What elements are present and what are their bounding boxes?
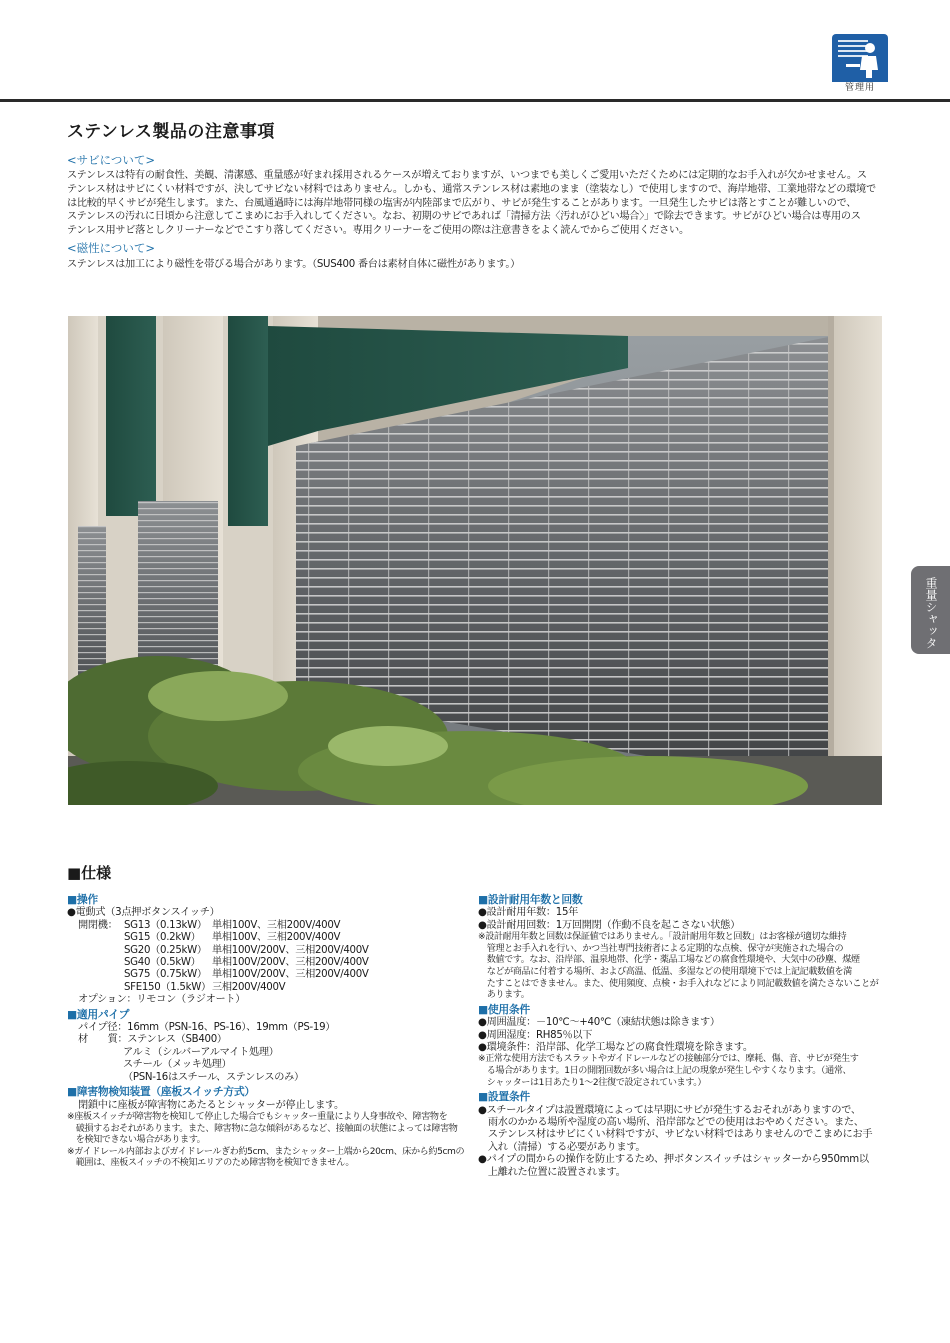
text-line: ステンレスの汚れに日頃から注意してこまめにお手入れしてください。なお、初期のサビであれば「清掃方法〈汚れがひどい場合〉」で除去できます。サビがひどい場合は専用のス [67, 211, 861, 223]
install-line: 雨水のかかる場所や湿度の高い場所、沿岸部などでの使用はおやめください。また、 [478, 1117, 864, 1128]
condition-environment: ●環境条件：沿岸部、化学工場などの腐食性環境を除きます。 [478, 1042, 753, 1053]
material-line: （PSN-16はスチール、ステンレスのみ） [123, 1071, 304, 1083]
durability-years: ●設計耐用年数：15年 [478, 907, 579, 919]
motor-power: 単相100V、三相200V/400V [212, 919, 341, 931]
condition-humidity: ●周囲湿度：RH85％以下 [478, 1029, 593, 1041]
note-line: 範囲は、座板スイッチの不検知エリアのため障害物を検知できません。 [67, 1158, 355, 1169]
motor-row [67, 982, 467, 994]
note-line: る場合があります。1日の開閉回数が多い場合は上記の現象が発生しやすくなります。（通常、 [478, 1066, 852, 1076]
pipe-material: 材 質：ステンレス（SB400） [78, 1034, 227, 1046]
motor-model: SG15（0.2kW） [124, 932, 201, 944]
header-rule [0, 99, 950, 102]
electric-type: ●電動式（3点押ボタンスイッチ） [67, 907, 220, 919]
text-line: は比較的早くサビが発生します。また、台風通過時には海岸地帯同様の塩害が内陸部まで広がり、サビが発生することがあります。一旦発生したサビは落とすことが難しいので、 [67, 197, 857, 209]
material-line: アルミ（シルバーアルマイト処理） [123, 1046, 279, 1058]
maintenance-badge [832, 34, 888, 94]
magnetic-paragraph: ステンレスは加工により磁性を帯びる場合があります。（SUS400 番台は素材自体に磁性があります。） [67, 259, 521, 270]
operation-heading: ■操作 [67, 893, 98, 906]
rust-heading: <サビについて> [67, 153, 156, 167]
motor-row [67, 920, 467, 932]
durability-cycles: ●設計耐用回数：1万回開閉（作動不良を起こさない状態） [478, 919, 740, 931]
motor-row [67, 932, 467, 944]
durability-heading: ■設計耐用年数と回数 [478, 893, 583, 906]
motor-power: 三相200V/400V [212, 981, 286, 993]
motor-row [67, 969, 467, 981]
conditions-heading: ■使用条件 [478, 1002, 530, 1016]
install-line: ステンレス材はサビにくい材料ですが、サビない材料ではありませんのでこまめにお手 [478, 1129, 873, 1141]
note-line: を検知できない場合があります。 [67, 1135, 206, 1146]
note-line: シャッターは1日あたり1～2往復で設定されています。） [478, 1077, 707, 1088]
note-line: たすことはできません。また、使用頻度、点検・お手入れなどにより同記載数値を満たさないことが [478, 978, 879, 989]
note-line: 破損するおそれがあります。また、障害物に急な傾斜があるなど、接触面の状態によっては障害物 [67, 1123, 458, 1134]
motor-model: SG13（0.13kW） [124, 919, 207, 931]
note-line: 数値です。なお、沿岸部、温泉地帯、化学・薬品工場などの腐食性環境や、大気中の砂塵、煤煙 [478, 955, 860, 966]
motor-power: 単相100V/200V、三相200V/400V [212, 944, 369, 956]
note-line: などが商品に付着する場所、および高温、低温、多湿などの使用環境下では上記記載数値を満 [478, 967, 852, 977]
motor-power: 単相100V、三相200V/400V [212, 932, 341, 944]
pipe-heading: ■適用パイプ [67, 1007, 130, 1021]
shutter-photo [68, 316, 882, 805]
motor-prefix: 開閉機： [78, 919, 118, 931]
spec-title: ■仕様 [67, 864, 112, 882]
worker-icon [832, 34, 888, 82]
note-line: 管理とお手入れを行い、かつ当社専門技術者による定期的な点検、保守が実施された場合の [478, 943, 844, 954]
motor-row [67, 957, 467, 969]
badge-label: 管理用 [832, 82, 888, 95]
motor-model: SG75（0.75kW） [124, 969, 207, 981]
spec-right-column [478, 893, 888, 1179]
section-tab-label: 重量シャッター [885, 577, 938, 649]
obstacle-heading: ■障害物検知装置（座板スイッチ方式） [67, 1085, 255, 1099]
install-line: 入れ（清掃）する必要があります。 [478, 1141, 646, 1153]
text-line: ステンレスは特有の耐食性、美観、清潔感、重量感が好まれ採用されるケースが増えておりますが、いつまでも美しくご愛用いただくためには定期的なお手入れが欠かせません。ス [67, 170, 867, 181]
material-line: スチール（メッキ処理） [123, 1059, 232, 1071]
condition-temperature: ●周囲温度：－10℃～+40℃（凍結状態は除きます） [478, 1017, 720, 1029]
motor-model: SFE150（1.5kW） [124, 981, 211, 993]
note-line: ※正常な使用方法でもスラットやガイドレールなどの接触部分では、摩耗、傷、音、サビが発生す [478, 1054, 859, 1065]
install-line: 上離れた位置に設置されます。 [478, 1166, 626, 1178]
magnetic-heading: <磁性について> [67, 241, 156, 255]
motor-model: SG20（0.25kW） [124, 944, 207, 956]
section-tab[interactable] [885, 566, 950, 654]
note-line: ※設計耐用年数と回数は保証値ではありません。「設計耐用年数と回数」はお客様が適切な維持 [478, 932, 847, 943]
note-line: ※座板スイッチが障害物を検知して停止した場合でもシャッター重量により人身事故や、障害物を [67, 1111, 448, 1122]
spec-left-column [67, 893, 467, 1170]
install-line: ●スチールタイプは設置環境によっては早期にサビが発生するおそれがありますので、 [478, 1104, 861, 1116]
pipe-diameter: パイプ径：16mm（PSN-16、PS-16）、19mm（PS-19） [78, 1022, 336, 1034]
text-line: テンレス用サビ落としクリーナーなどでこすり落してください。専用クリーナーをご使用の際は注意書きをよく読んでからご使用ください。 [67, 225, 689, 237]
motor-row [67, 945, 467, 957]
rust-paragraph [67, 169, 885, 238]
installation-heading: ■設置条件 [478, 1090, 530, 1104]
note-line: ※ガイドレール内部およびガイドレールぎわ約5cm、またシャッター上端から20cm、床から約5cmの [67, 1146, 465, 1157]
motor-power: 単相100V/200V、三相200V/400V [212, 969, 369, 981]
text-line: テンレス材はサビにくい材料ですが、決してサビない材料ではありません。しかも、通常ステンレス材は素地のまま（塗装なし）で使用しますので、海岸地帯、工業地帯などの環境で [67, 183, 876, 195]
obstacle-text: 閉鎖中に座板が障害物にあたるとシャッターが停止します。 [78, 1099, 344, 1111]
note-line: あります。 [478, 990, 530, 1001]
install-line: ●パイプの間からの操作を防止するため、押ボタンスイッチはシャッターから950mm以 [478, 1154, 869, 1166]
motor-model: SG40（0.5kW） [124, 957, 201, 969]
option: オプション：リモコン（ラジオート） [78, 994, 246, 1006]
page-title: ステンレス製品の注意事項 [67, 122, 275, 142]
motor-power: 単相100V/200V、三相200V/400V [212, 957, 369, 969]
